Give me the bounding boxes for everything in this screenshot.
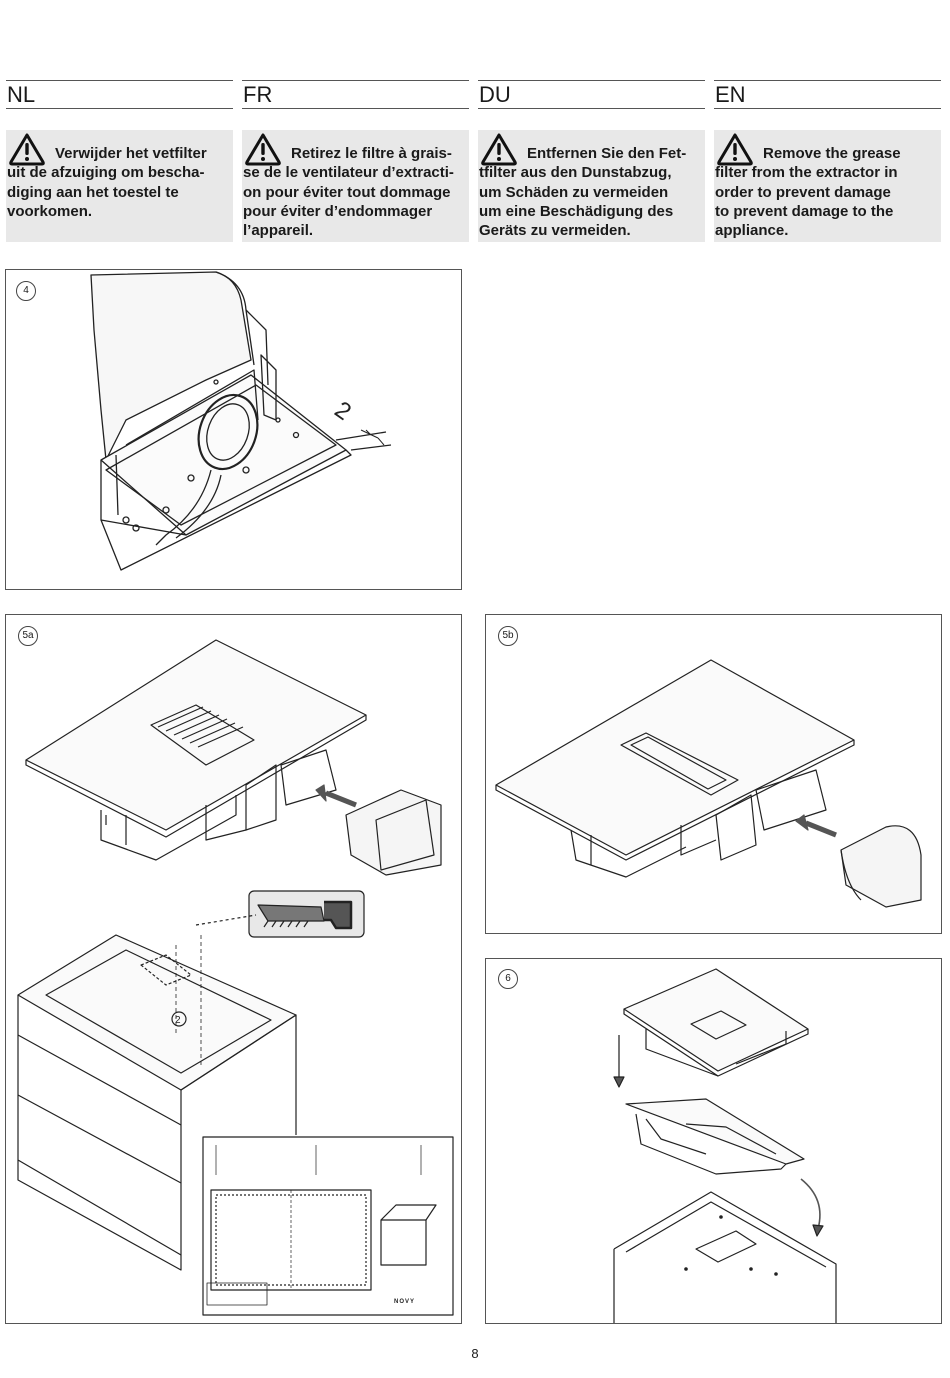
step-6-panel [485, 958, 942, 1324]
lang-header-en: EN [714, 80, 941, 109]
step-4-dimension-label: 2 [329, 396, 356, 426]
step-6-illustration [486, 959, 941, 1323]
step-6-number: 6 [498, 969, 518, 989]
warning-box-nl [6, 130, 233, 242]
warning-box-fr [242, 130, 469, 242]
warning-text-en: Remove the grease filter from the extractor in order to prevent damage to prevent damage to the appliance. [715, 145, 901, 240]
step-5b-number: 5b [498, 626, 518, 646]
warning-text-nl: Verwijder het vetfilter uit de afzuiging om bescha- diging aan het toestel te voorkomen. [7, 145, 207, 220]
lang-header-fr: FR [242, 80, 469, 109]
lang-column-fr [242, 80, 469, 109]
lang-column-en [714, 80, 941, 109]
page-number: 8 [471, 1346, 479, 1361]
step-5a-number: 5a [18, 626, 38, 646]
step-5a-illustration [6, 615, 461, 1323]
step-4-illustration [6, 270, 461, 589]
warning-box-du [478, 130, 705, 242]
step-5a-callout-label: 2 [175, 1015, 181, 1026]
warning-text-du: Entfernen Sie den Fet- tfilter aus den Dunstabzug, um Schäden zu vermeiden um eine Beschädigung des Geräts zu vermeiden. [479, 145, 687, 240]
step-5b-panel [485, 614, 942, 934]
warning-text-fr: Retirez le filtre à grais- se de le ventilateur d’extracti- on pour éviter tout dommage pour éviter d’endommager l’appareil. [243, 145, 454, 240]
step-5a-panel [5, 614, 462, 1324]
lang-header-du: DU [478, 80, 705, 109]
lang-column-nl [6, 80, 233, 109]
lang-header-nl: NL [6, 80, 233, 109]
warning-box-en [714, 130, 941, 242]
step-4-number: 4 [16, 281, 36, 301]
step-4-panel [5, 269, 462, 590]
step-5a-brand-label: NOVY [394, 1299, 416, 1305]
step-5b-illustration [486, 615, 941, 933]
lang-column-du [478, 80, 705, 109]
